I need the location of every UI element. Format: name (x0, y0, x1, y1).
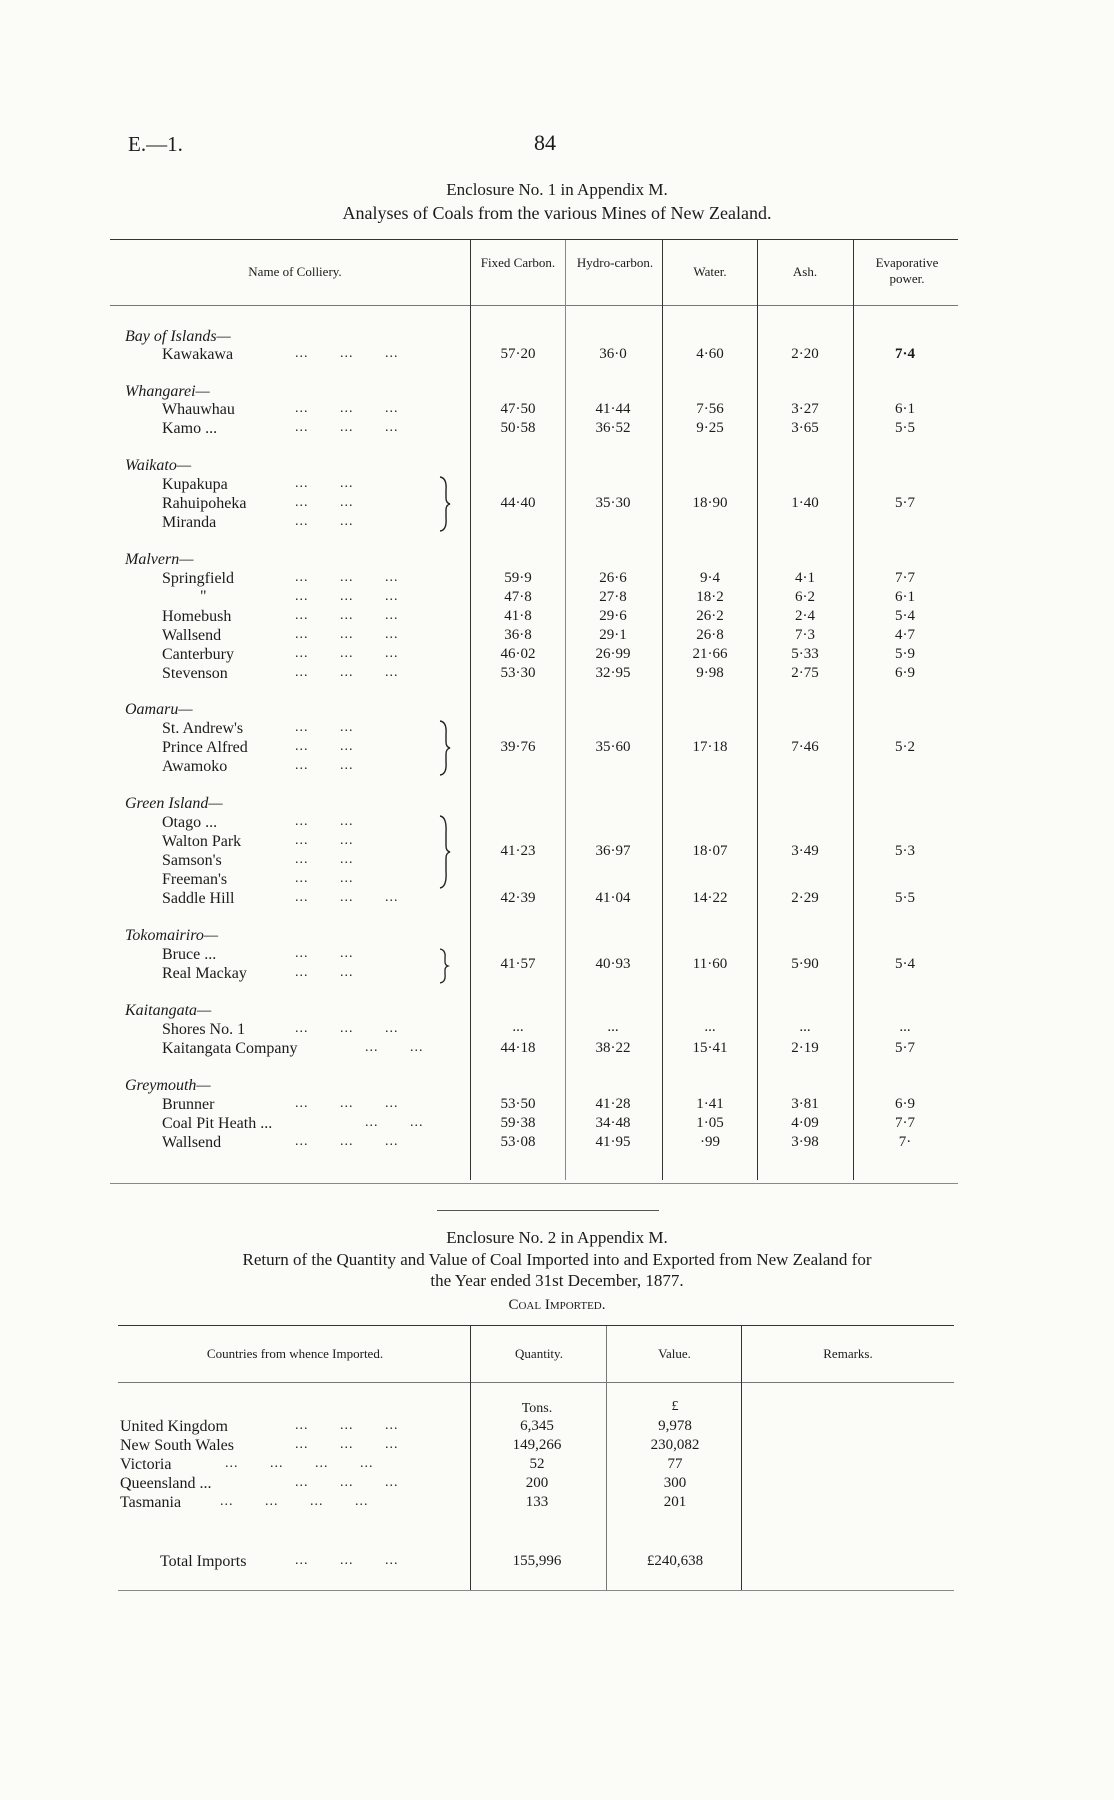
leader-dots: ... ... ... (295, 1096, 399, 1111)
value-unit: £ (671, 1399, 679, 1414)
value-water: 18·2 (696, 589, 724, 605)
value-water: 21·66 (692, 646, 728, 662)
value-water: 14·22 (692, 890, 728, 906)
value-ash: 4·1 (795, 570, 815, 586)
colliery-name: Kupakupa (162, 476, 228, 493)
leader-dots: ... ... ... ... (225, 1456, 374, 1471)
brace-icon (438, 720, 452, 776)
leader-dots: ... ... (295, 814, 354, 829)
colliery-name: St. Andrew's (162, 720, 244, 737)
value-evaporative-power: 5·4 (895, 608, 915, 624)
leader-dots: ... ... (295, 476, 354, 491)
value-fixed-carbon: 42·39 (500, 890, 536, 906)
colliery-name: Brunner (162, 1096, 215, 1113)
value-fixed-carbon: 53·50 (500, 1096, 536, 1112)
leader-dots: ... ... ... (295, 665, 399, 680)
colliery-name: Rahuipoheka (162, 495, 247, 512)
value-fixed-carbon: 41·23 (500, 843, 536, 859)
value-fixed-carbon: 47·8 (504, 589, 532, 605)
value-water: 17·18 (692, 739, 728, 755)
leader-dots: ... ... (295, 758, 354, 773)
value-fixed-carbon: 59·9 (504, 570, 532, 586)
leader-dots: ... ... (365, 1115, 424, 1130)
value-evaporative-power: 6·9 (895, 665, 915, 681)
value-fixed-carbon: 39·76 (500, 739, 536, 755)
country-name: Tasmania (120, 1494, 182, 1511)
value-water: ·99 (700, 1134, 720, 1150)
quantity-value: 149,266 (512, 1437, 562, 1453)
value-ash: 7·3 (795, 627, 815, 643)
table2-col-divider (606, 1326, 607, 1590)
colliery-name: Samson's (162, 852, 222, 869)
value-hydro-carbon: 38·22 (595, 1040, 631, 1056)
table1-top-rule (110, 239, 958, 240)
leader-dots: ... ... (365, 1040, 424, 1055)
value-hydro-carbon: 40·93 (595, 956, 631, 972)
value-evaporative-power: 6·1 (895, 401, 915, 417)
total-label: Total Imports (160, 1553, 247, 1570)
value-hydro-carbon: 26·99 (595, 646, 631, 662)
leader-dots: ... ... ... (295, 1134, 399, 1149)
value-ash: 5·33 (791, 646, 819, 662)
enclosure2-subtitle-line2: the Year ended 31st December, 1877. (430, 1271, 684, 1290)
value-evaporative-power: 7·4 (894, 346, 915, 362)
value-evaporative-power: 5·7 (895, 1040, 915, 1056)
value-water: 15·41 (692, 1040, 728, 1056)
value-hydro-carbon: 36·0 (599, 346, 627, 362)
group-heading: Whangarei— (125, 383, 210, 400)
value-hydro-carbon: 35·60 (595, 739, 631, 755)
col-header-evaporative-power: Evaporative power. (875, 255, 939, 286)
colliery-name: Real Mackay (162, 965, 247, 982)
colliery-name: Otago ... (162, 814, 218, 831)
money-value: 77 (667, 1456, 683, 1472)
table2-header-rule (118, 1382, 954, 1383)
value-hydro-carbon: 41·95 (595, 1134, 631, 1150)
leader-dots: ... ... ... (295, 890, 399, 905)
value-evaporative-power: 6·1 (895, 589, 915, 605)
table2-top-rule (118, 1325, 954, 1326)
colliery-name: Freeman's (162, 871, 228, 888)
value-evaporative-power: 5·5 (895, 890, 915, 906)
value-fixed-carbon: 53·08 (500, 1134, 536, 1150)
leader-dots: ... ... ... (295, 570, 399, 585)
col-header-water: Water. (693, 264, 727, 279)
brace-icon (438, 476, 452, 532)
leader-dots: ... ... ... (295, 346, 399, 361)
colliery-name: Coal Pit Heath ... (162, 1115, 273, 1132)
table1-header-rule (110, 305, 958, 306)
value-water: 26·8 (696, 627, 724, 643)
value-ash: 3·81 (791, 1096, 819, 1112)
value-evaporative-power: 5·4 (895, 956, 915, 972)
total-value: £240,638 (646, 1553, 704, 1569)
country-name: Victoria (120, 1456, 172, 1473)
money-value: 300 (663, 1475, 687, 1491)
value-ash: 3·27 (791, 401, 819, 417)
value-evaporative-power: 7· (898, 1134, 912, 1150)
group-heading: Kaitangata— (125, 1002, 212, 1019)
colliery-name: Kaitangata Company (162, 1040, 298, 1057)
value-ash: 2·19 (791, 1040, 819, 1056)
value-evaporative-power: 7·7 (895, 570, 915, 586)
value-water: 18·07 (692, 843, 728, 859)
value-water: ... (704, 1019, 716, 1035)
colliery-name: Kawakawa (162, 346, 234, 363)
value-evaporative-power: 7·7 (895, 1115, 915, 1131)
col-header-ash: Ash. (792, 264, 818, 279)
value-evaporative-power: 4·7 (895, 627, 915, 643)
value-hydro-carbon: ... (607, 1019, 619, 1035)
money-value: 230,082 (650, 1437, 700, 1453)
value-hydro-carbon: 41·44 (595, 401, 631, 417)
value-water: 11·60 (692, 956, 728, 972)
value-fixed-carbon: 59·38 (500, 1115, 536, 1131)
quantity-value: 6,345 (520, 1418, 554, 1434)
quantity-unit: Tons. (521, 1401, 553, 1416)
value-ash: 3·65 (791, 420, 819, 436)
value-ash: 2·4 (795, 608, 815, 624)
table2-col-divider (470, 1326, 471, 1590)
value-evaporative-power: 6·9 (895, 1096, 915, 1112)
country-name: Queensland ... (120, 1475, 212, 1492)
col-header-hydro-carbon: Hydro-carbon. (576, 255, 654, 270)
value-fixed-carbon: ... (512, 1019, 524, 1035)
value-evaporative-power: ... (899, 1019, 911, 1035)
group-heading: Greymouth— (125, 1077, 211, 1094)
value-ash: 3·98 (791, 1134, 819, 1150)
money-value: 201 (663, 1494, 687, 1510)
value-water: 7·56 (696, 401, 724, 417)
value-water: 26·2 (696, 608, 724, 624)
group-heading: Tokomairiro— (125, 927, 219, 944)
value-evaporative-power: 5·3 (895, 843, 915, 859)
value-fixed-carbon: 36·8 (504, 627, 532, 643)
colliery-name: Homebush (162, 608, 232, 625)
value-ash: ... (799, 1019, 811, 1035)
value-water: 1·41 (696, 1096, 724, 1112)
value-ash: 7·46 (791, 739, 819, 755)
enclosure2-subtitle-line1: Return of the Quantity and Value of Coal Imported into and Exported from New Zealand for (242, 1250, 872, 1269)
colliery-name: Shores No. 1 (162, 1021, 246, 1038)
colliery-name: Wallsend (162, 1134, 222, 1151)
value-ash: 5·90 (791, 956, 819, 972)
table1-col-divider (470, 240, 471, 1180)
leader-dots: ... ... (295, 495, 354, 510)
brace-icon (438, 948, 450, 984)
value-fixed-carbon: 53·30 (500, 665, 536, 681)
value-ash: 2·20 (791, 346, 819, 362)
value-fixed-carbon: 50·58 (500, 420, 536, 436)
value-hydro-carbon: 32·95 (595, 665, 631, 681)
enclosure2-title: Enclosure No. 2 in Appendix M. (446, 1228, 668, 1247)
value-evaporative-power: 5·5 (895, 420, 915, 436)
colliery-name: Saddle Hill (162, 890, 235, 907)
group-heading: Green Island— (125, 795, 223, 812)
group-heading: Oamaru— (125, 701, 193, 718)
value-ash: 1·40 (791, 495, 819, 511)
coal-imported-heading: Coal Imported. (508, 1297, 606, 1313)
colliery-name: Prince Alfred (162, 739, 248, 756)
col-header-remarks: Remarks. (823, 1346, 873, 1361)
value-fixed-carbon: 57·20 (500, 346, 536, 362)
value-water: 9·98 (696, 665, 724, 681)
value-water: 18·90 (692, 495, 728, 511)
value-hydro-carbon: 34·48 (595, 1115, 631, 1131)
quantity-value: 52 (529, 1456, 545, 1472)
leader-dots: ... ... (295, 871, 354, 886)
total-quantity: 155,996 (512, 1553, 562, 1569)
quantity-value: 200 (525, 1475, 549, 1491)
col-header-country: Countries from whence Imported. (206, 1346, 384, 1361)
enclosure1-subtitle: Analyses of Coals from the various Mines of New Zealand. (342, 203, 772, 223)
value-hydro-carbon: 29·1 (599, 627, 627, 643)
col-header-fixed-carbon: Fixed Carbon. (480, 255, 556, 270)
value-fixed-carbon: 47·50 (500, 401, 536, 417)
value-fixed-carbon: 41·8 (504, 608, 532, 624)
country-name: New South Wales (120, 1437, 234, 1454)
table1-col-divider (853, 240, 854, 1180)
value-hydro-carbon: 29·6 (599, 608, 627, 624)
colliery-name: Miranda (162, 514, 217, 531)
value-hydro-carbon: 27·8 (599, 589, 627, 605)
value-fixed-carbon: 46·02 (500, 646, 536, 662)
value-water: 1·05 (696, 1115, 724, 1131)
colliery-name: Wallsend (162, 627, 222, 644)
group-heading: Malvern— (125, 551, 194, 568)
page-number: 84 (534, 130, 556, 155)
col-header-value: Value. (658, 1346, 691, 1361)
ditto-mark: " (200, 588, 207, 605)
value-ash: 2·75 (791, 665, 819, 681)
enclosure1-title: Enclosure No. 1 in Appendix M. (446, 180, 668, 199)
colliery-name: Whauwhau (162, 401, 235, 418)
leader-dots: ... ... ... (295, 420, 399, 435)
value-ash: 4·09 (791, 1115, 819, 1131)
group-heading: Waikato— (125, 457, 192, 474)
group-heading: Bay of Islands— (125, 328, 231, 345)
section-separator (437, 1210, 659, 1211)
leader-dots: ... ... ... (295, 1475, 399, 1490)
colliery-name: Walton Park (162, 833, 242, 850)
leader-dots: ... ... ... (295, 589, 399, 604)
table1-col-divider (662, 240, 663, 1180)
value-water: 4·60 (696, 346, 724, 362)
leader-dots: ... ... ... (295, 1553, 399, 1568)
leader-dots: ... ... (295, 946, 354, 961)
colliery-name: Bruce ... (162, 946, 217, 963)
table2-bottom-rule (118, 1590, 954, 1591)
value-hydro-carbon: 36·52 (595, 420, 631, 436)
leader-dots: ... ... ... (295, 1418, 399, 1433)
leader-dots: ... ... (295, 833, 354, 848)
colliery-name: Awamoko (162, 758, 228, 775)
leader-dots: ... ... (295, 739, 354, 754)
leader-dots: ... ... ... ... (220, 1494, 369, 1509)
value-hydro-carbon: 36·97 (595, 843, 631, 859)
money-value: 9,978 (658, 1418, 692, 1434)
value-fixed-carbon: 44·18 (500, 1040, 536, 1056)
value-fixed-carbon: 41·57 (500, 956, 536, 972)
value-evaporative-power: 5·2 (895, 739, 915, 755)
leader-dots: ... ... (295, 852, 354, 867)
leader-dots: ... ... (295, 965, 354, 980)
leader-dots: ... ... ... (295, 401, 399, 416)
colliery-name: Stevenson (162, 665, 228, 682)
table2-col-divider (741, 1326, 742, 1590)
leader-dots: ... ... ... (295, 627, 399, 642)
document-reference: E.—1. (128, 132, 183, 156)
leader-dots: ... ... ... (295, 646, 399, 661)
table1-col-divider (757, 240, 758, 1180)
value-ash: 2·29 (791, 890, 819, 906)
value-ash: 6·2 (795, 589, 815, 605)
value-hydro-carbon: 35·30 (595, 495, 631, 511)
quantity-value: 133 (525, 1494, 549, 1510)
value-water: 9·4 (700, 570, 720, 586)
leader-dots: ... ... (295, 514, 354, 529)
col-header-colliery: Name of Colliery. (248, 264, 342, 279)
leader-dots: ... ... ... (295, 1021, 399, 1036)
value-hydro-carbon: 41·28 (595, 1096, 631, 1112)
leader-dots: ... ... (295, 720, 354, 735)
brace-icon (438, 815, 452, 889)
leader-dots: ... ... ... (295, 1437, 399, 1452)
value-evaporative-power: 5·7 (895, 495, 915, 511)
col-header-quantity: Quantity. (515, 1346, 563, 1361)
value-fixed-carbon: 44·40 (500, 495, 536, 511)
value-water: 9·25 (696, 420, 724, 436)
value-hydro-carbon: 41·04 (595, 890, 631, 906)
colliery-name: Canterbury (162, 646, 234, 663)
colliery-name: Kamo ... (162, 420, 218, 437)
leader-dots: ... ... ... (295, 608, 399, 623)
colliery-name: Springfield (162, 570, 234, 587)
value-ash: 3·49 (791, 843, 819, 859)
table1-bottom-rule (110, 1183, 958, 1184)
value-hydro-carbon: 26·6 (599, 570, 627, 586)
table1-col-divider (565, 240, 566, 1180)
value-evaporative-power: 5·9 (895, 646, 915, 662)
country-name: United Kingdom (120, 1418, 228, 1435)
